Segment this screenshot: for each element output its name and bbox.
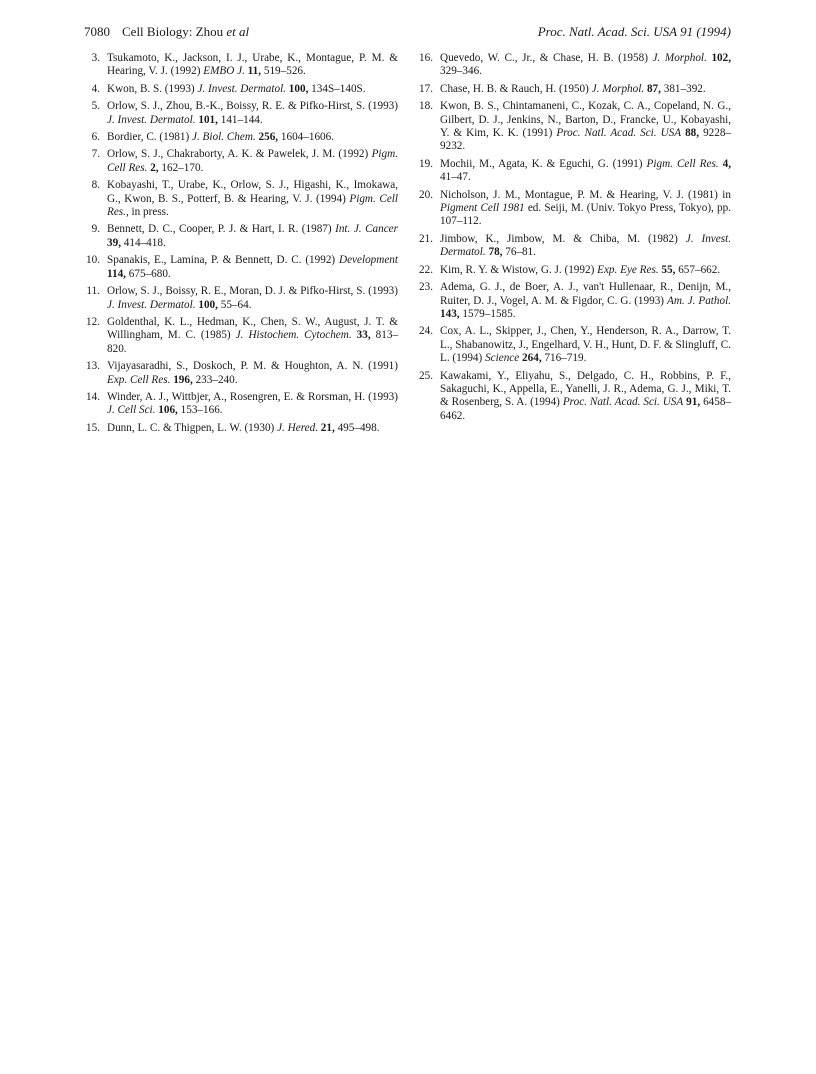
reference-journal: Pigm. Cell Res. xyxy=(646,157,719,170)
reference-authors: Chase, H. B. & Rauch, H. (1950) xyxy=(440,82,589,95)
reference-authors: Kobayashi, T., Urabe, K., Orlow, S. J., Higashi, K., Imokawa, G., Kwon, B. S., Potterf, B. & Hearing, V. J. (1994) xyxy=(107,179,398,205)
reference-entry xyxy=(84,179,398,219)
reference-number: 12. xyxy=(86,315,100,328)
reference-volume: 100, xyxy=(288,82,309,95)
reference-entry xyxy=(84,391,398,418)
page-number: 7080 xyxy=(84,24,110,39)
reference-authors: Orlow, S. J., Boissy, R. E., Moran, D. J. & Pifko-Hirst, S. (1993) xyxy=(107,285,398,298)
reference-volume: 4, xyxy=(722,157,732,170)
et-al-label: et al xyxy=(226,24,250,39)
reference-pages: 1604–1606. xyxy=(280,131,335,144)
reference-volume: 33, xyxy=(356,329,371,342)
reference-journal: Pigm. Cell Res. xyxy=(107,148,398,174)
reference-number: 13. xyxy=(86,360,100,373)
reference-entry xyxy=(417,83,731,96)
reference-pages: 675–680. xyxy=(128,267,171,280)
reference-journal: Development xyxy=(338,254,399,267)
reference-pages: 414–418. xyxy=(123,236,166,249)
reference-volume: 143, xyxy=(440,307,460,320)
reference-journal: J. Invest. Dermatol. xyxy=(440,232,731,259)
reference-number: 5. xyxy=(91,100,100,113)
reference-number: 3. xyxy=(91,52,100,64)
reference-volume: 100, xyxy=(198,298,218,311)
references-left-column xyxy=(84,52,398,439)
reference-volume: 2, xyxy=(150,161,159,174)
reference-volume: 55, xyxy=(661,263,676,276)
reference-journal: Pigment Cell 1981 xyxy=(440,202,525,215)
reference-pages: 76–81. xyxy=(505,246,537,259)
reference-pages: 153–166. xyxy=(180,404,223,417)
reference-pages: 233–240. xyxy=(195,373,238,386)
reference-pages: 162–170. xyxy=(161,161,204,174)
reference-entry xyxy=(417,325,731,365)
reference-entry xyxy=(417,264,731,277)
reference-pages: ed. Seiji, M. (Univ. Tokyo Press, Tokyo), pp. 107–112. xyxy=(440,202,732,228)
reference-volume: 87, xyxy=(646,82,661,95)
reference-pages: 9228–9232. xyxy=(440,127,732,153)
reference-journal: Int. J. Cancer xyxy=(335,223,399,236)
reference-pages: 141–144. xyxy=(220,113,263,126)
reference-journal: J. Hered. xyxy=(277,421,318,434)
reference-journal: Proc. Natl. Acad. Sci. USA xyxy=(556,127,682,140)
reference-volume: 88, xyxy=(685,127,700,140)
reference-journal: J. Invest. Dermatol. xyxy=(197,82,286,95)
reference-authors: Spanakis, E., Lamina, P. & Bennett, D. C. (1992) xyxy=(107,254,336,267)
reference-pages: 519–526. xyxy=(263,65,306,78)
reference-authors: Kawakami, Y., Eliyahu, S., Delgado, C. H., Robbins, P. F., Sakaguchi, K., Appella, E., Yanelli, J. R., Adema, G. J., Miki, T. & Rosenberg, S. A. (1994) xyxy=(440,369,731,409)
reference-authors: Vijayasaradhi, S., Doskoch, P. M. & Houghton, A. N. (1991) xyxy=(107,360,398,373)
reference-number: 20. xyxy=(419,188,433,201)
reference-number: 10. xyxy=(86,254,100,267)
section-label: Cell Biology: xyxy=(122,24,193,39)
journal-citation: Proc. Natl. Acad. Sci. USA 91 (1994) xyxy=(537,24,731,39)
reference-pages: 495–498. xyxy=(337,421,380,434)
page-header xyxy=(84,24,731,44)
reference-entry xyxy=(84,52,398,79)
reference-volume: 196, xyxy=(173,373,193,386)
reference-journal: Science xyxy=(485,352,520,365)
reference-journal: J. Cell Sci. xyxy=(107,404,156,417)
reference-entry xyxy=(417,158,731,185)
references-right-column xyxy=(417,52,731,427)
reference-authors: Nicholson, J. M., Montague, P. M. & Hearing, V. J. (1981) in xyxy=(440,188,731,201)
reference-entry xyxy=(417,189,731,229)
reference-volume: 11, xyxy=(247,65,262,78)
reference-number: 22. xyxy=(419,263,433,276)
reference-authors: Cox, A. L., Skipper, J., Chen, Y., Henderson, R. A., Darrow, T. L., Shabanowitz, J., Engelhard, V. H., Hunt, D. F. & Slingluff, C. L. (1994) xyxy=(440,325,731,365)
reference-entry xyxy=(417,370,731,424)
reference-journal: J. Biol. Chem. xyxy=(192,131,256,144)
reference-authors: Kwon, B. S. (1993) xyxy=(107,82,195,95)
reference-entry xyxy=(84,100,398,127)
reference-entry xyxy=(84,131,398,144)
reference-entry xyxy=(417,233,731,260)
reference-number: 19. xyxy=(419,157,433,170)
reference-entry xyxy=(84,422,398,435)
reference-pages: 55–64. xyxy=(220,298,252,311)
reference-pages: 813–820. xyxy=(107,329,399,355)
reference-number: 16. xyxy=(419,52,433,64)
reference-number: 6. xyxy=(91,131,100,144)
reference-pages: in press. xyxy=(131,206,169,219)
reference-authors: Orlow, S. J., Chakraborty, A. K. & Pawelek, J. M. (1992) xyxy=(107,148,369,161)
reference-journal: Pigm. Cell Res., xyxy=(107,192,398,219)
reference-volume: 256, xyxy=(258,131,279,144)
reference-authors: Goldenthal, K. L., Hedman, K., Chen, S. W., August, J. T. & Willingham, M. C. (1985) xyxy=(107,315,398,342)
reference-pages: 381–392. xyxy=(663,82,706,95)
reference-journal: J. Morphol. xyxy=(652,52,707,64)
reference-authors: Adema, G. J., de Boer, A. J., van't Hullenaar, R., Denijn, M., Ruiter, D. J., Vogel, A. M. & Figdor, C. G. (1993) xyxy=(440,281,731,307)
reference-journal: Proc. Natl. Acad. Sci. USA xyxy=(562,396,684,409)
reference-authors: Mochii, M., Agata, K. & Eguchi, G. (1991) xyxy=(440,157,643,170)
reference-number: 9. xyxy=(91,223,100,236)
reference-number: 21. xyxy=(419,232,433,245)
reference-number: 17. xyxy=(419,82,433,95)
reference-journal: J. Invest. Dermatol. xyxy=(107,113,196,126)
reference-number: 15. xyxy=(86,421,100,434)
reference-pages: 134S–140S. xyxy=(311,82,366,95)
reference-journal: Am. J. Pathol. xyxy=(667,294,732,307)
reference-volume: 91, xyxy=(686,396,701,409)
reference-journal: J. Histochem. Cytochem. xyxy=(235,329,352,342)
reference-authors: Orlow, S. J., Zhou, B.-K., Boissy, R. E. & Pifko-Hirst, S. (1993) xyxy=(107,100,398,113)
reference-entry xyxy=(84,83,398,96)
running-title xyxy=(122,24,249,40)
reference-number: 14. xyxy=(86,390,100,403)
reference-entry xyxy=(84,223,398,250)
reference-number: 18. xyxy=(419,100,433,113)
reference-number: 4. xyxy=(91,82,100,95)
reference-journal: Exp. Eye Res. xyxy=(597,263,659,276)
reference-entry xyxy=(417,281,731,321)
reference-number: 23. xyxy=(419,281,433,294)
reference-entry xyxy=(84,254,398,281)
reference-entry xyxy=(84,285,398,312)
reference-number: 8. xyxy=(91,179,100,192)
authors-label: Zhou xyxy=(195,24,224,39)
reference-volume: 39, xyxy=(107,236,121,249)
reference-journal: J. Morphol. xyxy=(591,82,645,95)
reference-authors: Kwon, B. S., Chintamaneni, C., Kozak, C. A., Copeland, N. G., Gilbert, D. J., Jenkins, N., Barton, D., Francke, U., Kobayashi, Y. & Kim, K. K. (1991) xyxy=(440,100,731,140)
reference-entry xyxy=(84,360,398,387)
reference-volume: 114, xyxy=(107,267,126,280)
reference-authors: Bordier, C. (1981) xyxy=(107,131,190,144)
reference-journal: EMBO J. xyxy=(203,65,245,78)
reference-pages: 657–662. xyxy=(678,263,721,276)
reference-number: 25. xyxy=(419,369,433,382)
reference-journal: Exp. Cell Res. xyxy=(107,373,171,386)
reference-volume: 101, xyxy=(198,113,218,126)
reference-number: 7. xyxy=(91,148,100,161)
reference-journal: J. Invest. Dermatol. xyxy=(107,298,196,311)
reference-pages: 41–47. xyxy=(440,171,471,184)
reference-authors: Tsukamoto, K., Jackson, I. J., Urabe, K., Montague, P. M. & Hearing, V. J. (1992) xyxy=(107,52,398,78)
reference-volume: 264, xyxy=(522,352,542,365)
reference-pages: 329–346. xyxy=(440,65,482,78)
reference-entry xyxy=(84,148,398,175)
reference-pages: 1579–1585. xyxy=(462,307,516,320)
reference-pages: 6458–6462. xyxy=(440,396,732,422)
reference-entry xyxy=(417,52,731,79)
reference-authors: Jimbow, K., Jimbow, M. & Chiba, M. (1982) xyxy=(440,232,678,245)
reference-authors: Bennett, D. C., Cooper, P. J. & Hart, I. R. (1987) xyxy=(107,223,332,236)
reference-authors: Quevedo, W. C., Jr., & Chase, H. B. (1958) xyxy=(440,52,648,64)
reference-authors: Kim, R. Y. & Wistow, G. J. (1992) xyxy=(440,263,595,276)
reference-number: 24. xyxy=(419,325,433,338)
reference-pages: 716–719. xyxy=(544,352,587,365)
reference-entry xyxy=(417,100,731,154)
reference-volume: 78, xyxy=(488,246,503,259)
reference-entry xyxy=(84,316,398,356)
reference-volume: 102, xyxy=(711,52,732,64)
reference-authors: Dunn, L. C. & Thigpen, L. W. (1930) xyxy=(107,421,275,434)
reference-volume: 21, xyxy=(320,421,335,434)
reference-number: 11. xyxy=(86,285,100,298)
reference-authors: Winder, A. J., Wittbjer, A., Rosengren, E. & Rorsman, H. (1993) xyxy=(107,390,398,403)
reference-volume: 106, xyxy=(158,404,178,417)
